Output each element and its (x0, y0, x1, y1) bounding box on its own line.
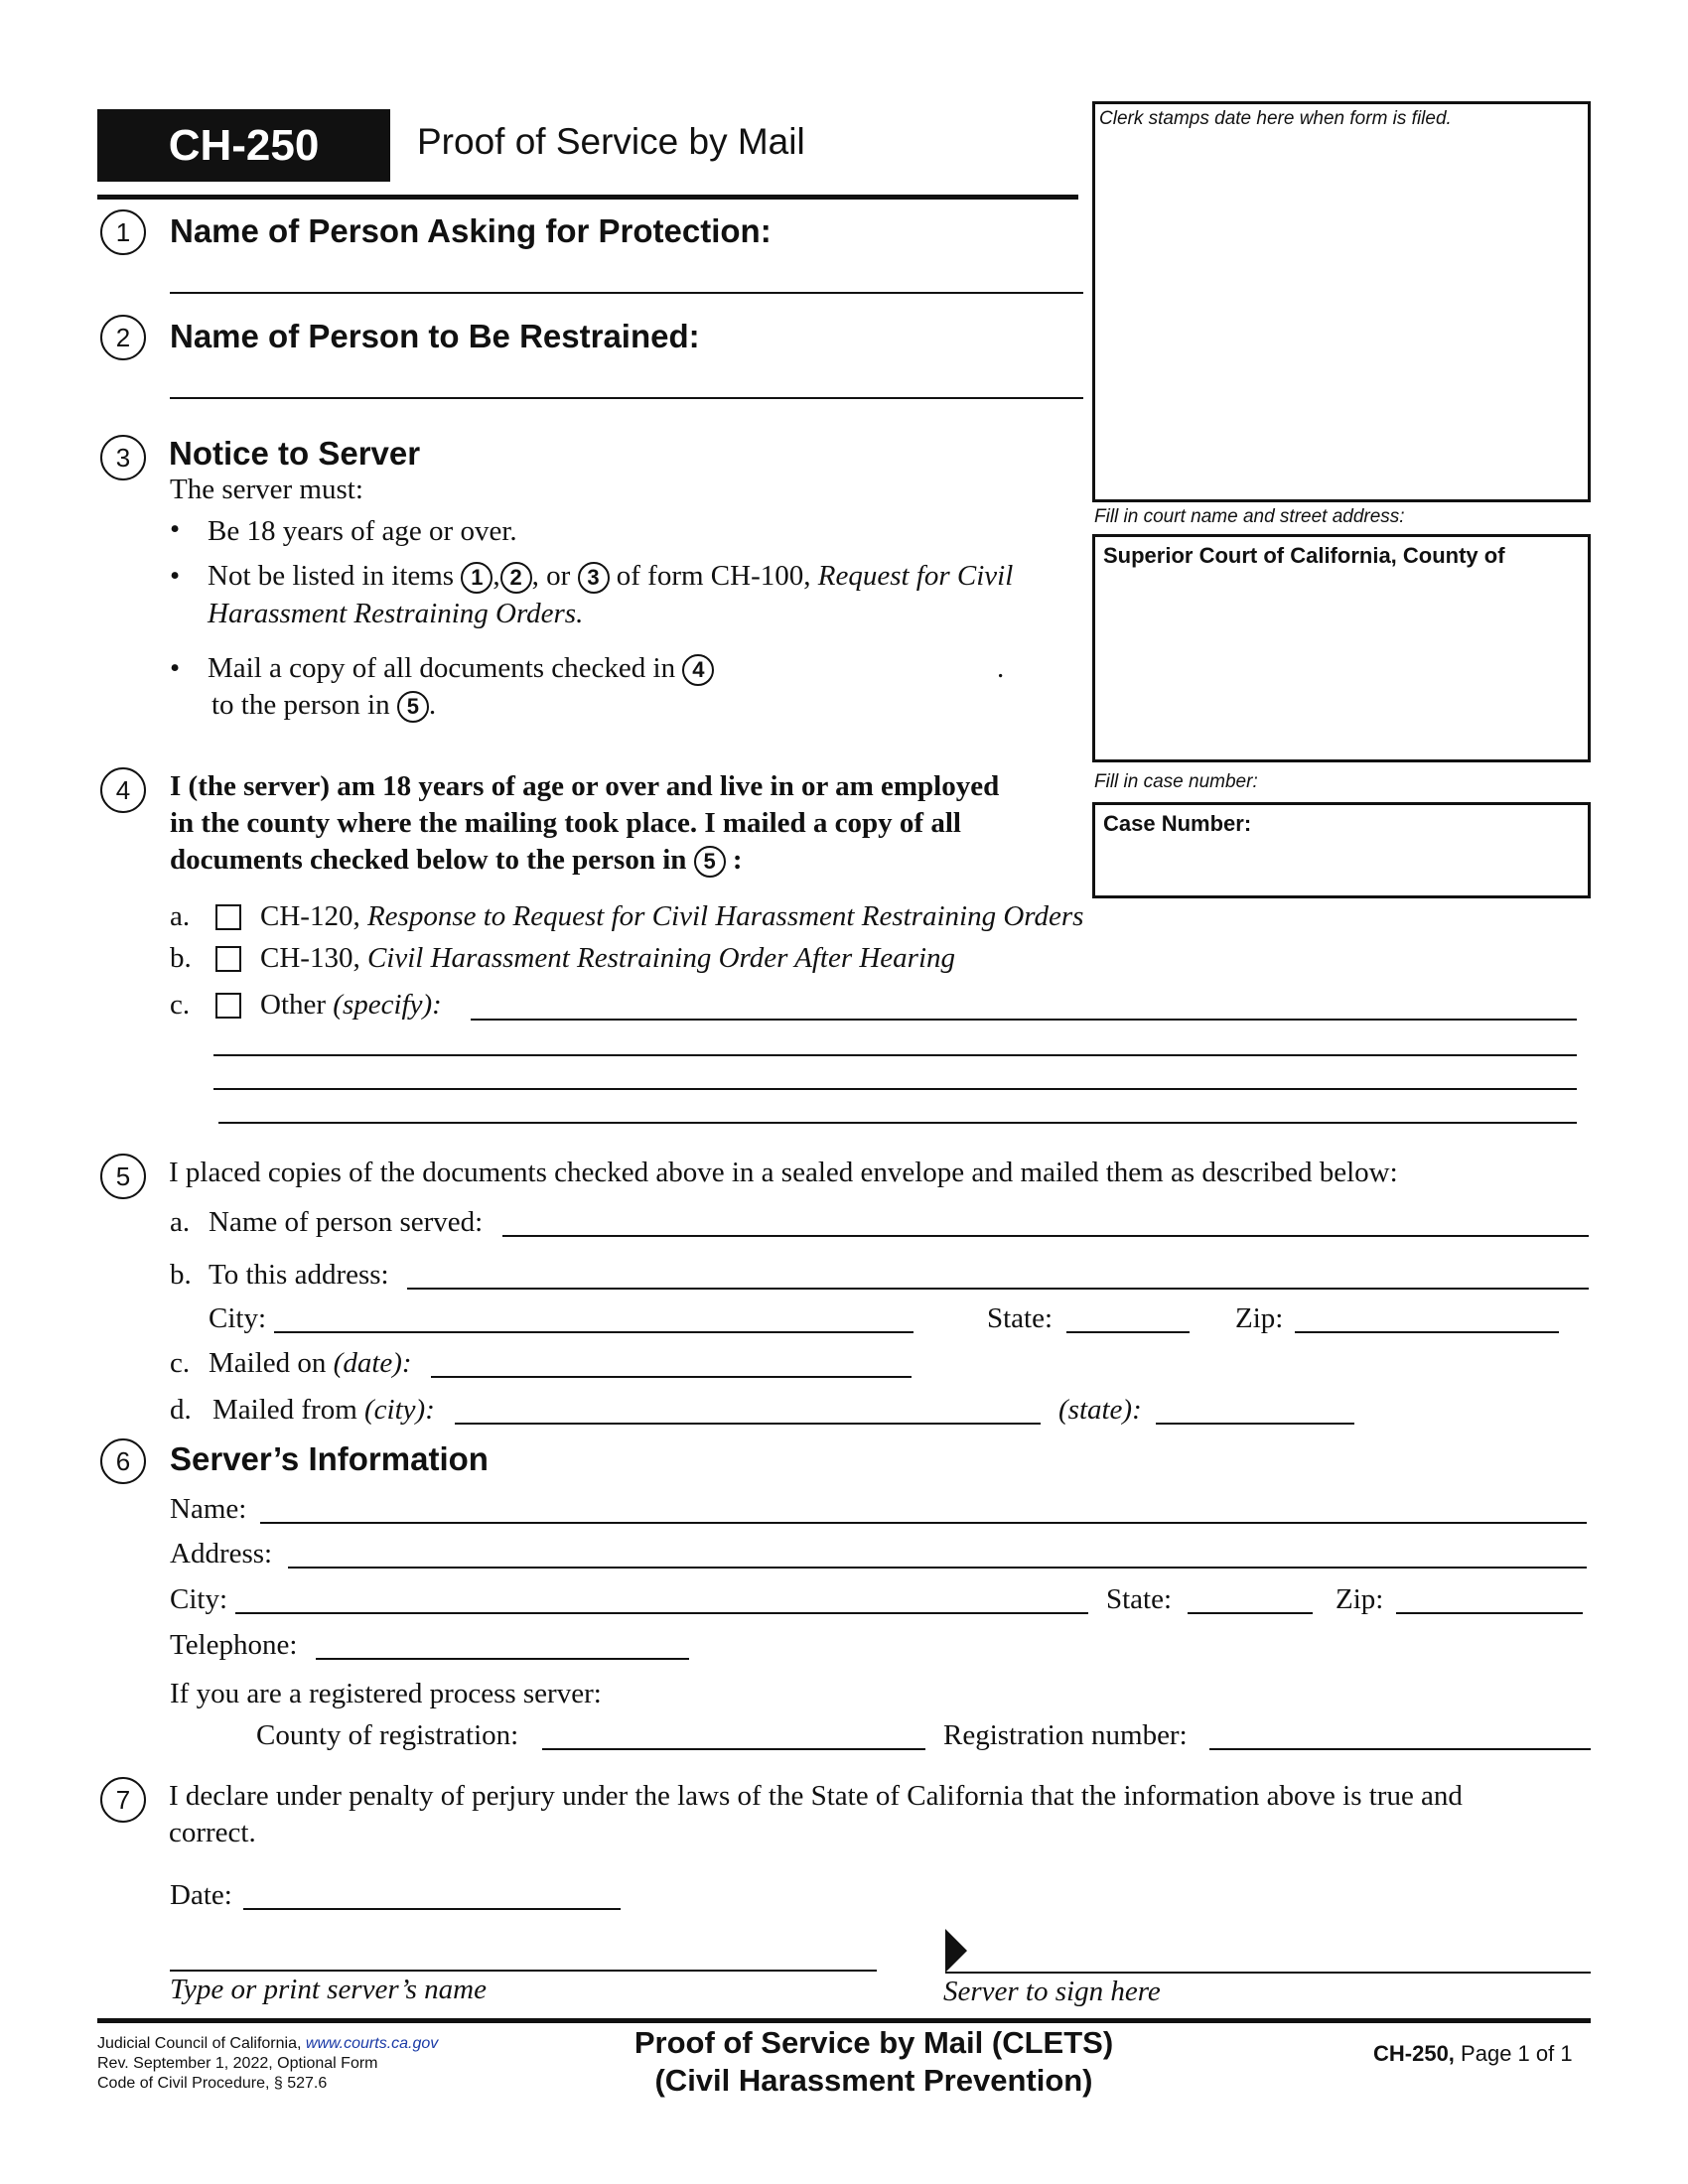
ref-item-5: 5 (694, 846, 726, 878)
bullet-3-period: . (997, 652, 1005, 684)
court-name-label: Superior Court of California, County of (1103, 543, 1505, 568)
courts-website-link[interactable]: www.courts.ca.gov (305, 2035, 439, 2052)
registered-server-intro: If you are a registered process server: (170, 1678, 602, 1709)
server-signature-field[interactable] (945, 1972, 1591, 1974)
ref-item-4: 4 (682, 654, 714, 686)
other-checkbox[interactable] (215, 993, 241, 1019)
mailed-from-text: Mailed from (212, 1394, 357, 1426)
bullet-3-line2: to the person in (211, 689, 390, 721)
signature-date-field[interactable] (243, 1908, 621, 1910)
bullet-2-form-title: Request for Civil (817, 560, 1014, 592)
item-5a-letter: a. (170, 1206, 191, 1238)
ref-item-2: 2 (500, 562, 532, 594)
ref-item-5: 5 (397, 691, 429, 723)
item-4c-specify: (specify): (333, 989, 442, 1021)
form-id: CH-250 (168, 121, 320, 170)
item-3-bullet-1: Be 18 years of age or over. (208, 515, 517, 547)
item-3-number: 3 (100, 435, 146, 480)
item-5d-state-label: (state): (1058, 1394, 1142, 1426)
footer-revision: Rev. September 1, 2022, Optional Form (97, 2055, 378, 2072)
footer-page-number: Page 1 of 1 (1461, 2041, 1573, 2066)
item-3-bullet-3 (208, 652, 714, 686)
mailed-from-city-hint: (city): (364, 1394, 435, 1426)
item-1-title: Name of Person Asking for Protection: (170, 212, 772, 249)
header-rule (97, 195, 1078, 200)
mailing-state-field[interactable] (1066, 1331, 1190, 1333)
item-4-line-3 (170, 844, 743, 878)
court-caption: Fill in court name and street address: (1094, 506, 1405, 527)
server-city-field[interactable] (235, 1612, 1088, 1614)
bullet-2-comma: , (492, 560, 500, 592)
item-5c-letter: c. (170, 1347, 191, 1379)
declaration-line-2: correct. (169, 1817, 256, 1848)
mailing-zip-field[interactable] (1295, 1331, 1559, 1333)
item-5a-label: Name of person served: (209, 1206, 484, 1238)
item-4b-form: CH-130, (260, 942, 360, 974)
bullet-icon: • (170, 560, 181, 592)
server-name-label: Name: (170, 1493, 247, 1525)
county-registration-field[interactable] (542, 1748, 925, 1750)
item-4a-title: Response to Request for Civil Harassment Restraining Orders (366, 900, 1084, 932)
bullet-icon: • (170, 513, 181, 545)
form-id-badge (97, 109, 390, 182)
item-3-intro: The server must: (170, 474, 363, 505)
item-5b-letter: b. (170, 1259, 192, 1291)
other-specify-line-4[interactable] (218, 1122, 1577, 1124)
footer-code: Code of Civil Procedure, § 527.6 (97, 2075, 328, 2092)
clerk-stamp-box (1092, 101, 1591, 502)
item-5b-label: To this address: (209, 1259, 389, 1291)
item-3-bullet-3-cont (211, 689, 436, 723)
item-2-title: Name of Person to Be Restrained: (170, 318, 700, 354)
item-5-city-label: City: (209, 1302, 267, 1334)
court-address-box[interactable] (1092, 534, 1591, 762)
item-5c-label (209, 1347, 412, 1380)
asking-protection-name-field[interactable] (170, 292, 1083, 294)
mailed-from-city-field[interactable] (455, 1423, 1041, 1425)
clerk-stamp-label: Clerk stamps date here when form is filed. (1099, 108, 1452, 129)
item-4c-other: Other (260, 989, 327, 1021)
footer-title-line-1: Proof of Service by Mail (CLETS) (633, 2025, 1114, 2060)
footer-title-line-2: (Civil Harassment Prevention) (654, 2063, 1093, 2098)
footer-left (97, 2034, 438, 2094)
item-4a-label (260, 900, 1083, 933)
item-4a-letter: a. (170, 900, 191, 932)
item-4-colon: : (732, 844, 743, 876)
footer-form-id: CH-250, (1373, 2041, 1455, 2066)
sign-here-arrow-icon (945, 1929, 967, 1973)
other-specify-line-2[interactable] (213, 1054, 1577, 1056)
item-4c-letter: c. (170, 989, 191, 1021)
server-state-field[interactable] (1188, 1612, 1313, 1614)
item-4b-label (260, 942, 955, 975)
bullet-3-text: Mail a copy of all documents checked in (208, 652, 676, 684)
item-3-bullet-2 (208, 560, 1013, 594)
mailed-on-date-hint: (date): (333, 1347, 412, 1379)
ref-item-3: 3 (578, 562, 610, 594)
mailed-from-state-field[interactable] (1156, 1423, 1354, 1425)
registration-number-field[interactable] (1209, 1748, 1591, 1750)
bullet-2-form: of form CH-100, (616, 560, 811, 592)
item-4-number: 4 (100, 767, 146, 813)
server-address-field[interactable] (288, 1567, 1587, 1569)
item-4c-label (260, 989, 442, 1022)
bullet-2-or: , or (531, 560, 571, 592)
case-number-box[interactable] (1092, 802, 1591, 898)
item-6-title: Server’s Information (170, 1440, 489, 1477)
server-phone-field[interactable] (316, 1658, 689, 1660)
bullet-icon: • (170, 652, 181, 684)
mailed-on-text: Mailed on (209, 1347, 327, 1379)
footer-rule (97, 2018, 1591, 2023)
item-3-bullet-2-cont: Harassment Restraining Orders. (208, 598, 584, 629)
bullet-2-text: Not be listed in items (208, 560, 455, 592)
item-5-zip-label: Zip: (1235, 1302, 1284, 1334)
server-name-field[interactable] (260, 1522, 1587, 1524)
ch-120-checkbox[interactable] (215, 904, 241, 930)
item-1-number: 1 (100, 209, 146, 255)
restrained-person-name-field[interactable] (170, 397, 1083, 399)
mailing-city-field[interactable] (274, 1331, 914, 1333)
ref-item-1: 1 (461, 562, 492, 594)
item-5d-letter: d. (170, 1394, 192, 1426)
item-5-number: 5 (100, 1154, 146, 1199)
footer-title (576, 2024, 1172, 2100)
case-number-label: Case Number: (1103, 811, 1252, 836)
item-4-line-2: in the county where the mailing took place. I mailed a copy of all (170, 807, 961, 839)
server-address-label: Address: (170, 1538, 273, 1570)
mailed-date-field[interactable] (431, 1376, 912, 1378)
footer-publisher (97, 2034, 438, 2054)
printed-name-field[interactable] (170, 1970, 877, 1972)
county-registration-label: County of registration: (256, 1719, 519, 1751)
item-7-number: 7 (100, 1777, 146, 1823)
item-5-intro: I placed copies of the documents checked above in a sealed envelope and mailed them as described below: (169, 1157, 1398, 1188)
case-caption: Fill in case number: (1094, 771, 1258, 792)
form-title: Proof of Service by Mail (417, 121, 805, 162)
item-3-title: Notice to Server (169, 435, 421, 472)
item-4-line-3-text: documents checked below to the person in (170, 844, 687, 876)
item-4b-title: Civil Harassment Restraining Order After Hearing (366, 942, 956, 974)
declaration-line-1: I declare under penalty of perjury under the laws of the State of California that the information above is true and (169, 1780, 1463, 1812)
server-phone-label: Telephone: (170, 1629, 298, 1661)
server-zip-field[interactable] (1396, 1612, 1583, 1614)
mailing-address-field[interactable] (407, 1288, 1589, 1290)
other-specify-field[interactable] (471, 1019, 1577, 1021)
other-specify-line-3[interactable] (213, 1088, 1577, 1090)
ch-130-checkbox[interactable] (215, 946, 241, 972)
registration-number-label: Registration number: (943, 1719, 1188, 1751)
server-city-label: City: (170, 1583, 228, 1615)
footer-council: Judicial Council of California, (97, 2035, 302, 2052)
item-5d-label (212, 1394, 435, 1427)
signature-date-label: Date: (170, 1879, 232, 1911)
item-4b-letter: b. (170, 942, 192, 974)
item-5-state-label: State: (987, 1302, 1054, 1334)
person-served-name-field[interactable] (502, 1235, 1589, 1237)
signature-caption: Server to sign here (943, 1976, 1161, 2007)
item-4a-form: CH-120, (260, 900, 360, 932)
server-state-label: State: (1106, 1583, 1173, 1615)
bullet-3-end: . (428, 689, 437, 721)
item-4-line-1: I (the server) am 18 years of age or over and live in or am employed (170, 770, 1000, 802)
server-zip-label: Zip: (1336, 1583, 1384, 1615)
footer-page-info (1373, 2041, 1573, 2067)
printed-name-caption: Type or print server’s name (170, 1974, 487, 2005)
item-6-number: 6 (100, 1438, 146, 1484)
item-2-number: 2 (100, 315, 146, 360)
